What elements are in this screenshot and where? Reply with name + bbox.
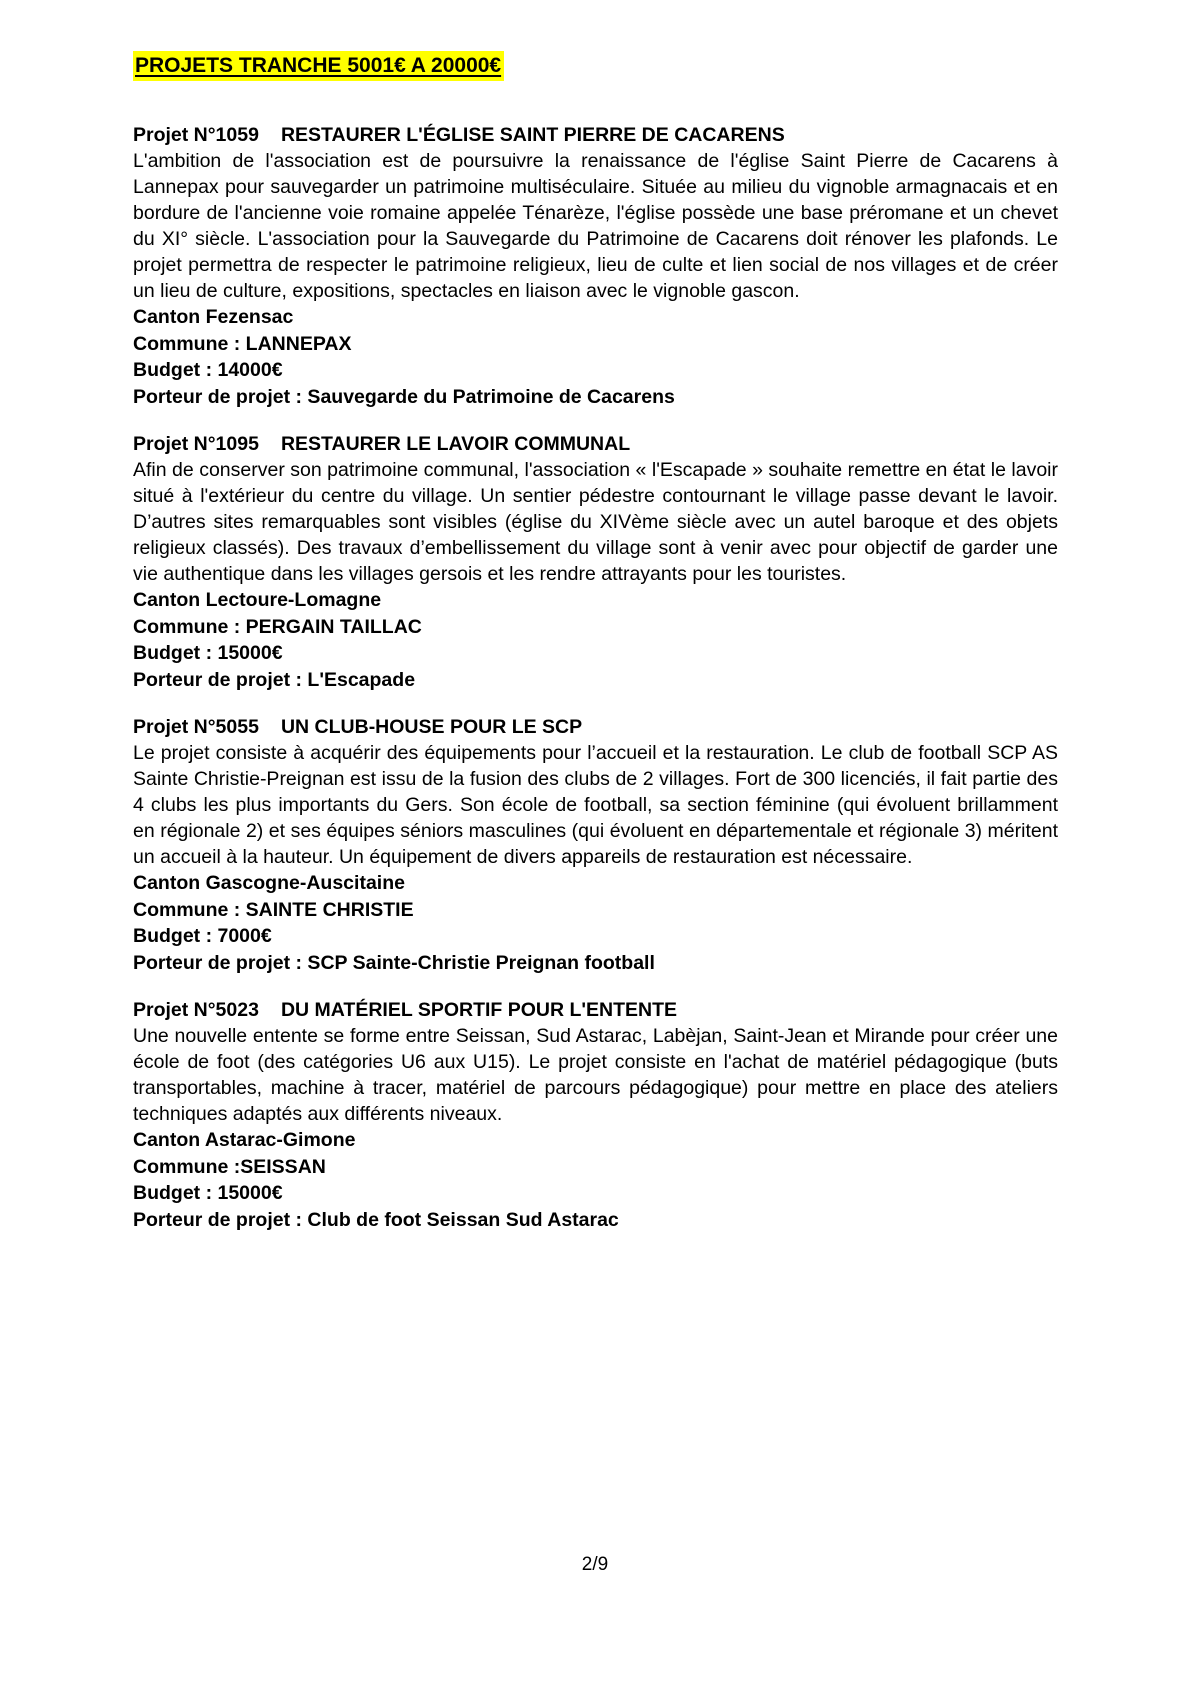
project-title: UN CLUB-HOUSE POUR LE SCP: [280, 716, 583, 738]
project-budget: Budget : 15000€: [133, 642, 283, 664]
project-section-5023: [133, 997, 1058, 1233]
project-section-5055: [133, 714, 1058, 976]
project-number: Projet N°1095: [133, 433, 259, 455]
project-canton: Canton Gascogne-Auscitaine: [133, 872, 405, 894]
project-number: Projet N°5055: [133, 716, 259, 738]
project-commune: Commune : LANNEPAX: [133, 332, 352, 355]
project-budget: Budget : 7000€: [133, 925, 272, 947]
document-title-highlight: PROJETS TRANCHE 5001€ A 20000€: [133, 51, 504, 81]
project-title: RESTAURER LE LAVOIR COMMUNAL: [280, 433, 631, 455]
project-description: L'ambition de l'association est de poursuivre la renaissance de l'église Saint Pierre de Cacarens à Lannepax pour sauvegarder un patrimoine multiséculaire. Située au milieu du vignoble armagnacais et en bordure de l'ancienne voie romaine appelée Ténarèze, l'église possède une base préromane et un chevet du XI° siècle. L'association pour la Sauvegarde du Patrimoine de Cacarens doit rénover les plafonds. Le projet permettra de respecter le patrimoine religieux, lieu de culte et lien social de nos villages et de créer un lieu de culture, expositions, spectacles en liaison avec le vignoble gascon.: [133, 150, 1058, 302]
project-canton: Canton Lectoure-Lomagne: [133, 589, 382, 611]
project-section-1059: [133, 122, 1058, 410]
page-number: 2/9: [581, 1554, 609, 1575]
project-porteur: Porteur de projet : L'Escapade: [133, 668, 416, 691]
project-budget: Budget : 15000€: [133, 1182, 283, 1204]
project-heading: [133, 714, 1058, 740]
project-number: Projet N°5023: [133, 999, 259, 1021]
project-description: Afin de conserver son patrimoine communal, l'association « l'Escapade » souhaite remettre en état le lavoir situé à l'extérieur du centre du village. Un sentier pédestre contournant le village passe devant le lavoir. D’autres sites remarquables sont visibles (église du XIVème siècle avec un autel baroque et des objets religieux classés). Des travaux d’embellissement du village sont à venir avec pour objectif de garder une vie authentique dans les villages gersois et les rendre attrayants pour les touristes.: [133, 459, 1058, 585]
project-heading: [133, 431, 1058, 457]
project-description: Une nouvelle entente se forme entre Seissan, Sud Astarac, Labèjan, Saint-Jean et Mirande pour créer une école de foot (des catégories U6 aux U15). Le projet consiste en l'achat de matériel pédagogique (buts transportables, machine à tracer, matériel de parcours pédagogique) pour mettre en place des ateliers techniques adaptés aux différents niveaux.: [133, 1025, 1058, 1125]
project-title: RESTAURER L'ÉGLISE SAINT PIERRE DE CACARENS: [280, 124, 785, 146]
project-porteur: Porteur de projet : SCP Sainte-Christie Preignan football: [133, 951, 655, 974]
document-title: [133, 50, 1058, 82]
project-porteur: Porteur de projet : Sauvegarde du Patrimoine de Cacarens: [133, 385, 675, 408]
project-commune: Commune :SEISSAN: [133, 1155, 326, 1178]
project-canton: Canton Astarac-Gimone: [133, 1129, 356, 1151]
project-heading: [133, 122, 1058, 148]
project-budget: Budget : 14000€: [133, 359, 283, 381]
project-section-1095: [133, 431, 1058, 693]
project-porteur: Porteur de projet : Club de foot Seissan Sud Astarac: [133, 1208, 619, 1231]
project-number: Projet N°1059: [133, 124, 259, 146]
project-heading: [133, 997, 1058, 1023]
project-commune: Commune : PERGAIN TAILLAC: [133, 615, 422, 638]
project-description: Le projet consiste à acquérir des équipements pour l’accueil et la restauration. Le club de football SCP AS Sainte Christie-Preignan est issu de la fusion des clubs de 2 villages. Fort de 300 licenciés, il fait partie des 4 clubs les plus importants du Gers. Son école de football, sa section féminine (qui évoluent brillamment en régionale 2) et ses équipes séniors masculines (qui évoluent en départementale et régionale 3) méritent un accueil à la hauteur. Un équipement de divers appareils de restauration est nécessaire.: [133, 742, 1058, 868]
project-commune: Commune : SAINTE CHRISTIE: [133, 898, 414, 921]
project-title: DU MATÉRIEL SPORTIF POUR L'ENTENTE: [280, 999, 678, 1021]
project-canton: Canton Fezensac: [133, 306, 294, 328]
